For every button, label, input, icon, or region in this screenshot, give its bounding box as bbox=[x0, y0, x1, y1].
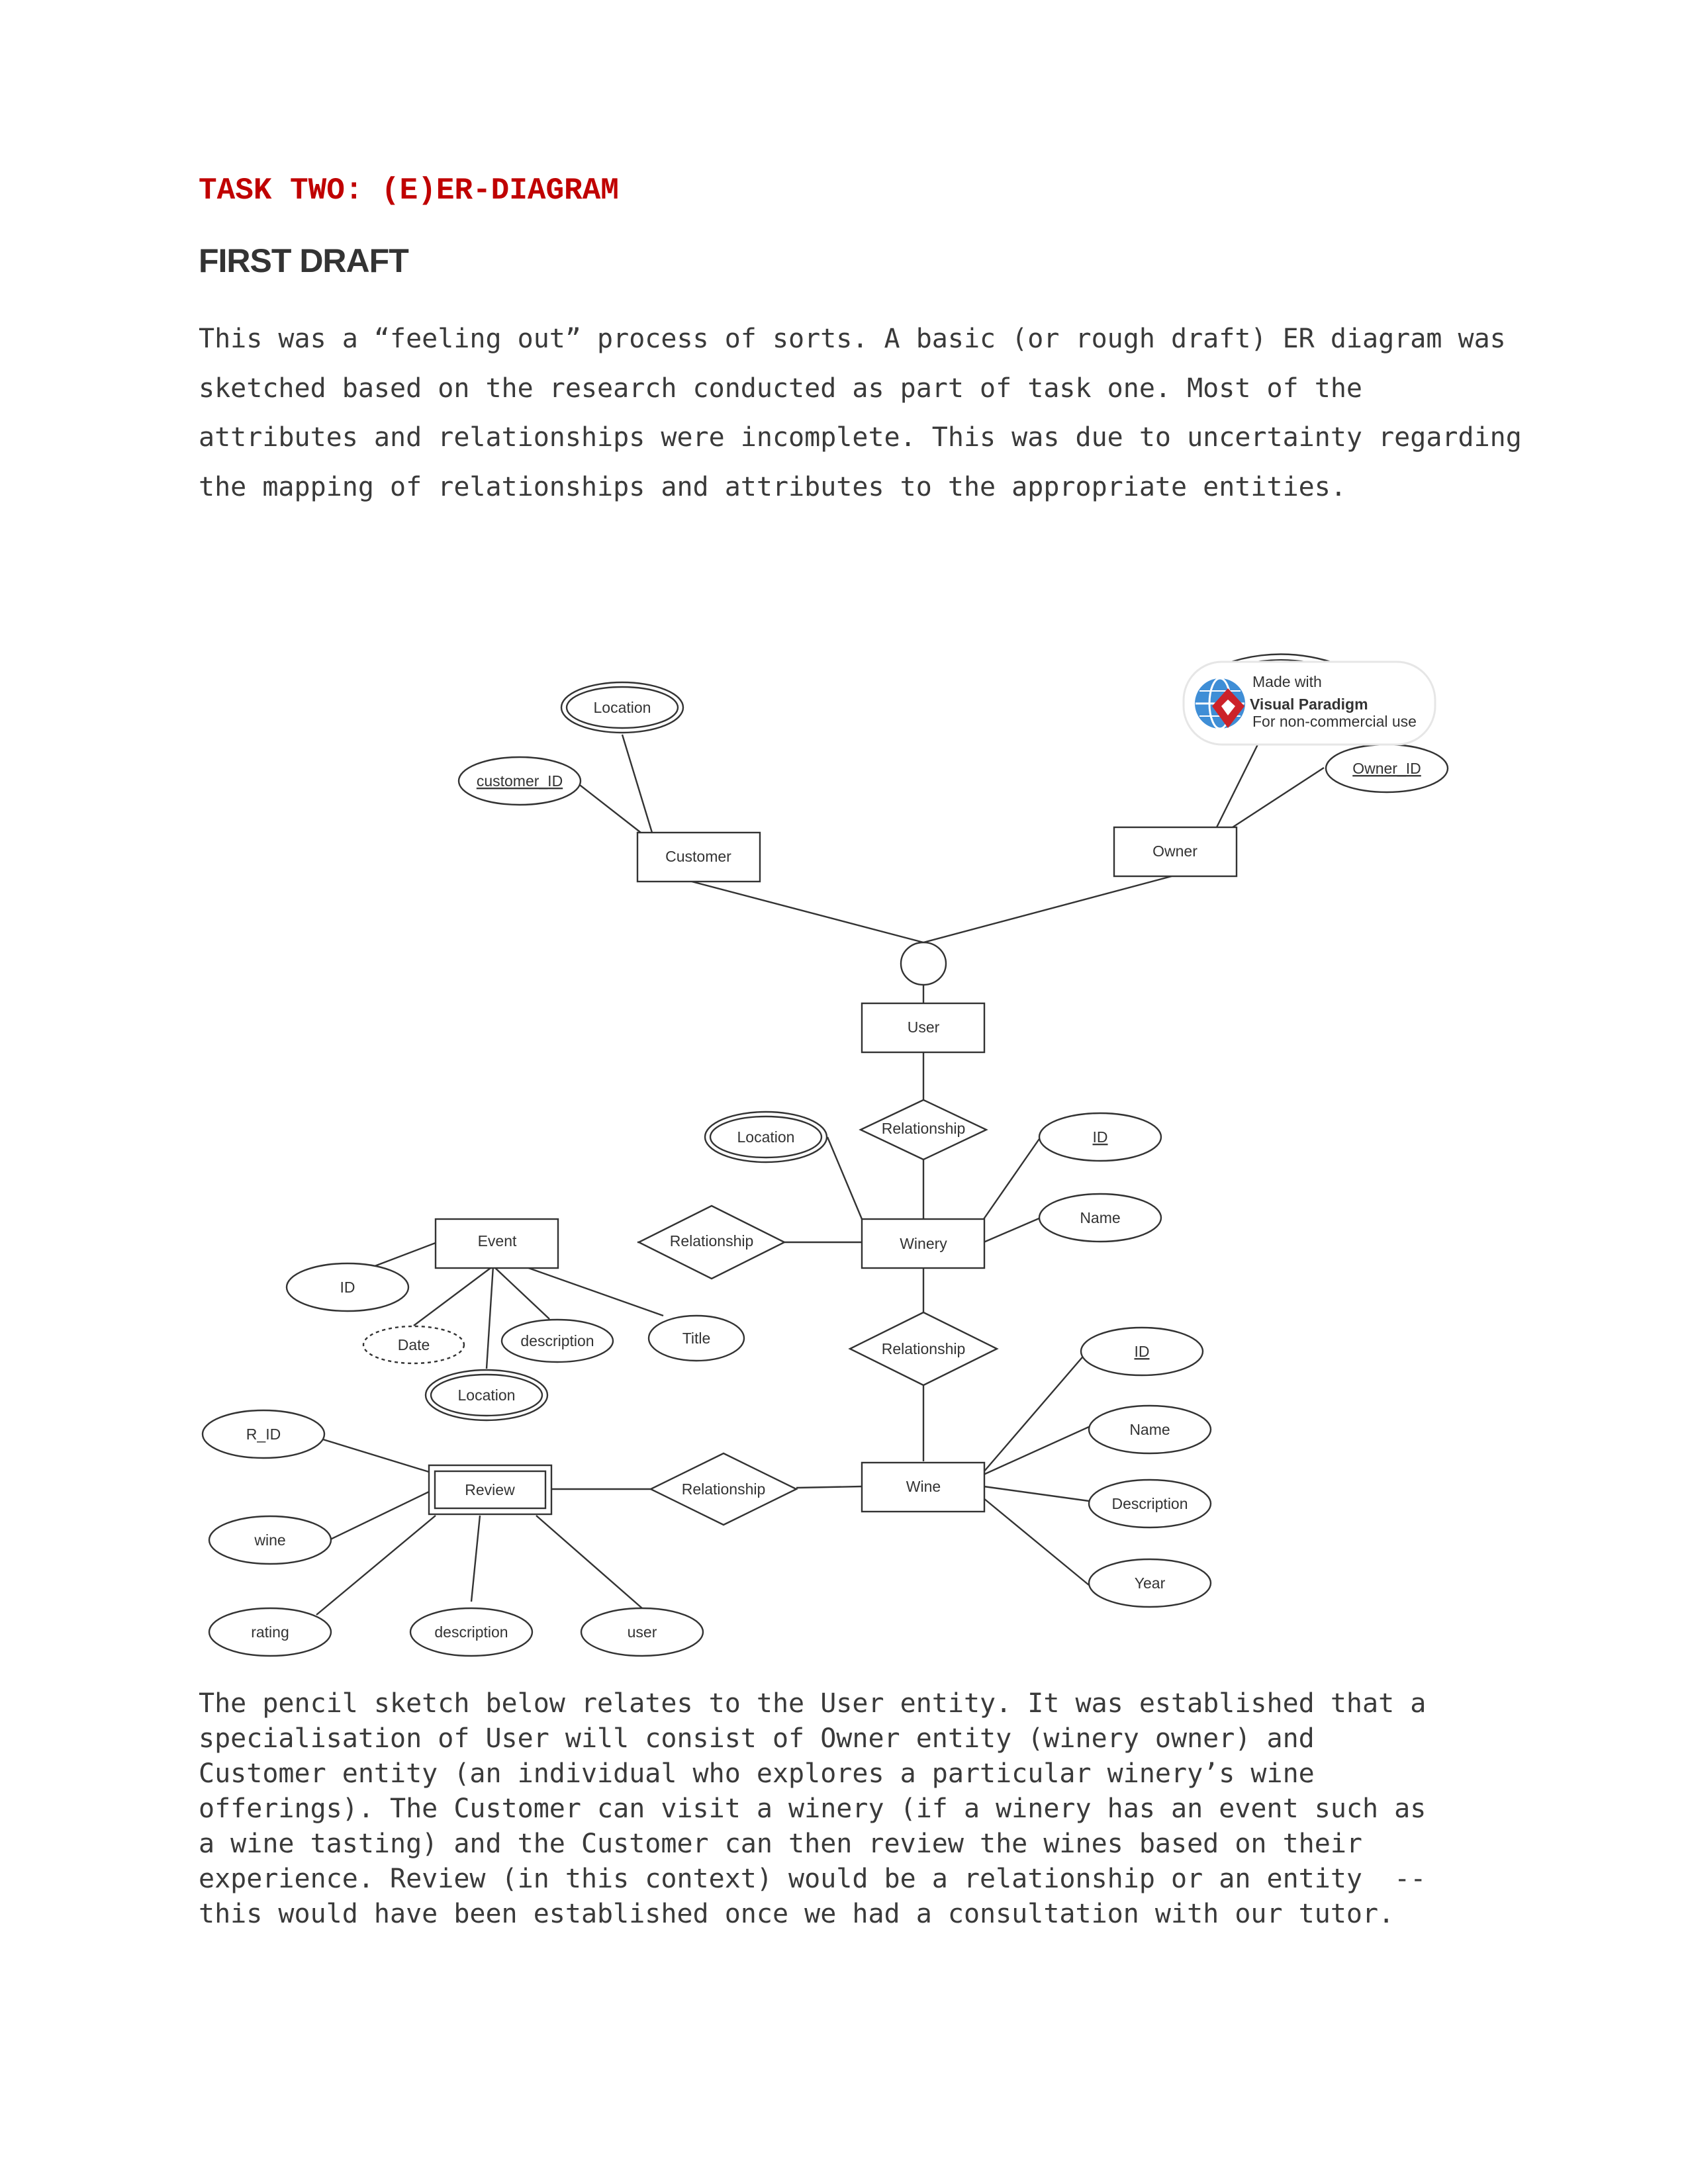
label-review-wine: wine bbox=[254, 1531, 286, 1549]
visual-paradigm-watermark bbox=[1184, 662, 1435, 745]
outro-line: The pencil sketch below relates to the User entity. It was established that a bbox=[199, 1688, 1427, 1719]
watermark-brand: Visual Paradigm bbox=[1250, 696, 1368, 713]
label-rel-user-winery: Relationship bbox=[881, 1120, 966, 1138]
label-winery-location: Location bbox=[737, 1128, 795, 1146]
label-event: Event bbox=[477, 1232, 517, 1250]
outro-line: this would have been established once we had a consultation with our tutor. bbox=[199, 1899, 1395, 1929]
er-diagram bbox=[192, 635, 1470, 1668]
label-rel-event-winery: Relationship bbox=[669, 1232, 754, 1250]
label-customer: Customer bbox=[665, 848, 731, 866]
outro-line: experience. Review (in this context) would be a relationship or an entity -- bbox=[199, 1864, 1427, 1894]
label-review-rating: rating bbox=[251, 1623, 289, 1641]
outro-line: Customer entity (an individual who explores a particular winery’s wine bbox=[199, 1758, 1315, 1789]
label-wine: Wine bbox=[906, 1478, 941, 1496]
label-wine-id: ID bbox=[1134, 1343, 1150, 1361]
label-winery-name: Name bbox=[1080, 1209, 1121, 1227]
label-event-description: description bbox=[520, 1332, 594, 1350]
watermark-license: For non-commercial use bbox=[1252, 713, 1417, 730]
label-owner-id: Owner_ID bbox=[1352, 760, 1421, 778]
outro-line: offerings). The Customer can visit a winery (if a winery has an event such as bbox=[199, 1794, 1427, 1824]
label-event-date: Date bbox=[397, 1336, 430, 1354]
outro-line: specialisation of User will consist of Owner entity (winery owner) and bbox=[199, 1723, 1315, 1754]
outro-line: a wine tasting) and the Customer can then review the wines based on their bbox=[199, 1829, 1362, 1859]
label-wine-name: Name bbox=[1129, 1421, 1170, 1439]
label-event-location: Location bbox=[457, 1387, 516, 1404]
section-heading: FIRST DRAFT bbox=[199, 242, 408, 279]
intro-paragraph: This was a “feeling out” process of sorts. A basic (or rough draft) ER diagram was sketched based on the research conducted as part of task one. Most of the attributes and relationships were incomplete. This was due to uncertainty regarding the mapping of relationships and attributes to the appropriate entities. bbox=[199, 324, 1522, 502]
label-event-id: ID bbox=[340, 1279, 355, 1297]
label-winery: Winery bbox=[900, 1235, 947, 1253]
globe-logo-icon bbox=[1195, 678, 1245, 729]
label-user: User bbox=[907, 1019, 940, 1036]
label-wine-description: Description bbox=[1111, 1495, 1188, 1513]
label-review-description: description bbox=[434, 1623, 508, 1641]
specialisation-circle bbox=[901, 942, 946, 985]
watermark-made-with: Made with bbox=[1252, 673, 1322, 690]
label-review-user: user bbox=[627, 1623, 657, 1641]
label-event-title: Title bbox=[682, 1330, 711, 1347]
outro-paragraph bbox=[199, 1686, 1523, 1932]
label-review-rid: R_ID bbox=[246, 1426, 281, 1443]
label-wine-year: Year bbox=[1134, 1574, 1166, 1592]
label-owner: Owner bbox=[1152, 842, 1197, 860]
label-customer-location: Location bbox=[593, 699, 651, 717]
label-review: Review bbox=[465, 1481, 515, 1499]
label-customer-id: customer_ID bbox=[476, 772, 563, 790]
task-heading: TASK TWO: (E)ER-DIAGRAM bbox=[199, 173, 619, 208]
label-rel-review-wine: Relationship bbox=[681, 1480, 766, 1498]
label-rel-winery-wine: Relationship bbox=[881, 1340, 966, 1358]
label-winery-id: ID bbox=[1092, 1128, 1108, 1146]
